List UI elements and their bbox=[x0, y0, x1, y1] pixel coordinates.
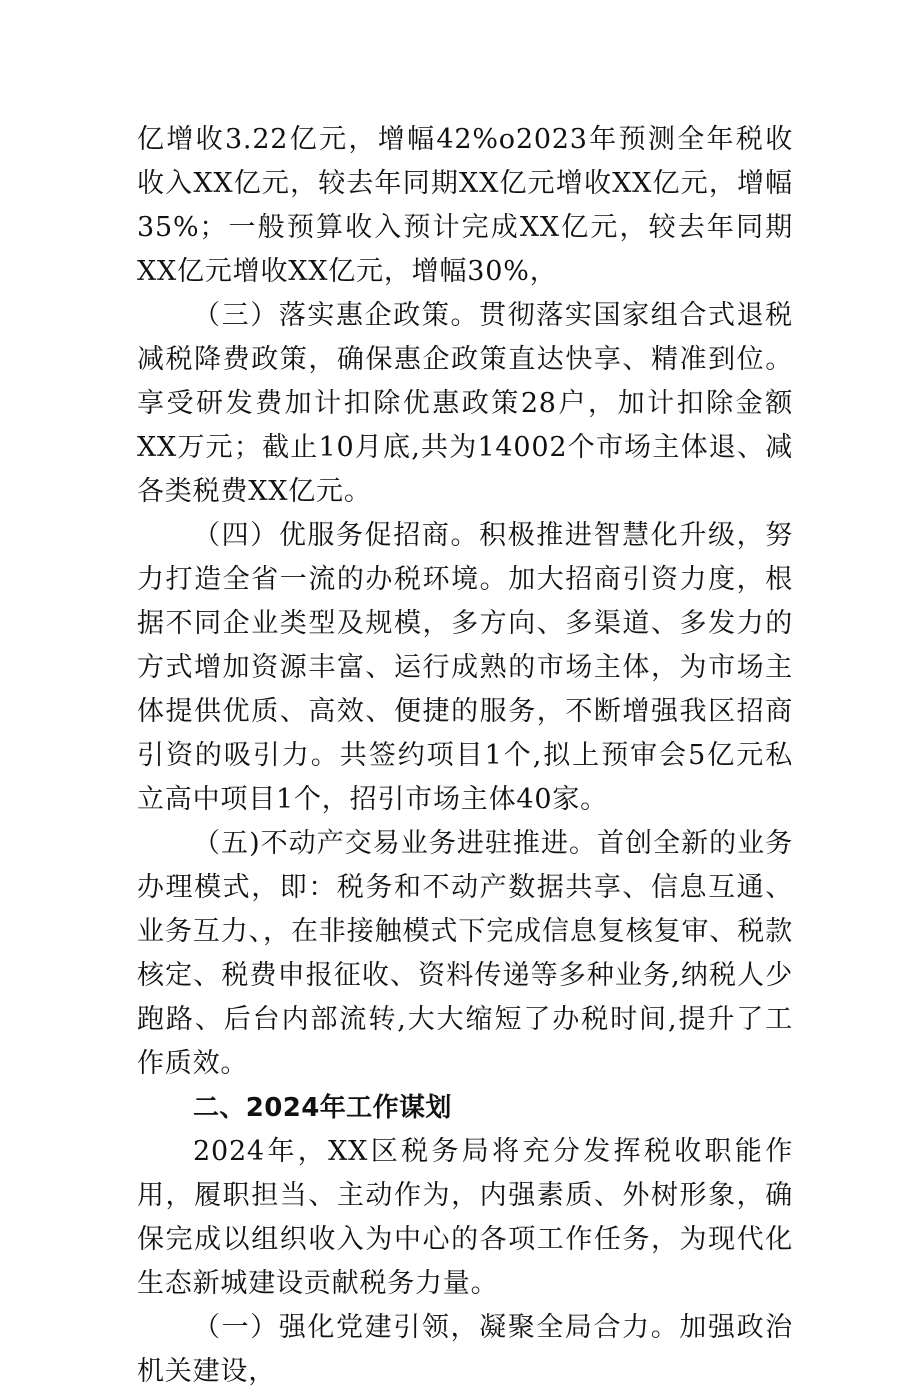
paragraph-revenue-summary: 亿增收3.22亿元，增幅42%o2023年预测全年税收收入XX亿元，较去年同期XX亿元增收XX亿元，增幅35%；一般预算收入预计完成XX亿元，较去年同期XX亿元增收XX亿元，增幅30%， bbox=[137, 124, 793, 287]
paragraph-2024-plan-intro: 2024年，XX区税务局将充分发挥税收职能作用，履职担当、主动作为，内强素质、外树形象，确保完成以组织收入为中心的各项工作任务，为现代化生态新城建设贡献税务力量。 bbox=[137, 1136, 793, 1299]
paragraph-real-estate-business: （五)不动产交易业务进驻推进。首创全新的业务办理模式，即：税务和不动产数据共享、信息互通、业务互力、，在非接触模式下完成信息复核复审、税款核定、税费申报征收、资料传递等多种业务,纳税人少跑路、后台内部流转,大大缩短了办税时间,提升了工作质效。 bbox=[137, 828, 793, 1079]
document-body bbox=[137, 118, 793, 1394]
section-heading: 二、2024年工作谋划 bbox=[193, 1093, 452, 1123]
paragraph-service-investment: （四）优服务促招商。积极推进智慧化升级，努力打造全省一流的办税环境。加大招商引资力度，根据不同企业类型及规模，多方向、多渠道、多发力的方式增加资源丰富、运行成熟的市场主体，为市场主体提供优质、高效、便捷的服务，不断增强我区招商引资的吸引力。共签约项目1个,拟上预审会5亿元私立高中项目1个，招引市场主体40家。 bbox=[137, 520, 793, 815]
paragraph-party-building: （一）强化党建引领，凝聚全局合力。加强政治机关建设， bbox=[137, 1312, 793, 1387]
paragraph-enterprise-policy: （三）落实惠企政策。贯彻落实国家组合式退税减税降费政策，确保惠企政策直达快享、精准到位。享受研发费加计扣除优惠政策28户，加计扣除金额XX万元；截止10月底,共为14002个市场主体退、减各类税费XX亿元。 bbox=[137, 300, 793, 507]
